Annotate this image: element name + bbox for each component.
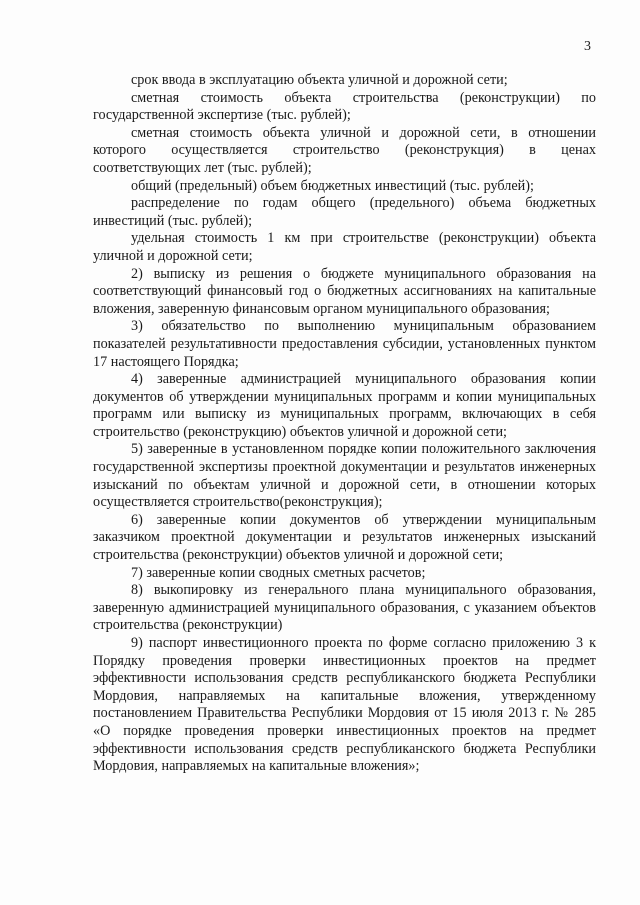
- paragraph: срок ввода в эксплуатацию объекта уличной и дорожной сети;: [131, 72, 508, 88]
- paragraph: сметная стоимость объекта уличной и дорожной сети, в отношении которого осуществляется строительство (реконструкция) в ценах соответствующих лет (тыс. рублей);: [93, 124, 596, 176]
- paragraph: 2) выписку из решения о бюджете муниципального образования на соответствующий финансовый год о бюджетных ассигнованиях на капитальные вложения, заверенную финансовым органом муниципального образования;: [93, 265, 596, 317]
- paragraph: сметная стоимость объекта строительства (реконструкции) по государственной экспертизе (тыс. рублей);: [93, 89, 596, 124]
- document-body: [93, 72, 596, 776]
- paragraph: 3) обязательство по выполнению муниципальным образованием показателей результативности предоставления субсидии, установленных пунктом 17 настоящего Порядка;: [93, 318, 596, 370]
- paragraph: удельная стоимость 1 км при строительстве (реконструкции) объекта уличной и дорожной сети;: [93, 230, 596, 264]
- paragraph: 5) заверенные в установленном порядке копии положительного заключения государственной экспертизы проектной документации и результатов инженерных изысканий по объектам уличной и дорожной сети, в отношении которых осуществляется строительство(реконструкция);: [93, 441, 596, 511]
- paragraph: 9) паспорт инвестиционного проекта по форме согласно приложению 3 к Порядку проведения проверки инвестиционных проектов на предмет эффективности использования средств республиканского бюджета Республики Мордовия, направляемых на капитальные вложения, утвержденному постановлением Правительства Республики Мордовия от 15 июля 2013 г. № 285 «О порядке проведения проверки инвестиционных проектов на предмет эффективности использования средств республиканского бюджета Республики Мордовия, направляемых на капитальные вложения»;: [93, 635, 596, 775]
- paragraph: распределение по годам общего (предельного) объема бюджетных инвестиций (тыс. рублей);: [93, 195, 596, 229]
- paragraph: 6) заверенные копии документов об утверждении муниципальным заказчиком проектной документации и результатов инженерных изысканий строительства (реконструкции) объектов уличной и дорожной сети;: [93, 511, 596, 564]
- paragraph: общий (предельный) объем бюджетных инвестиций (тыс. рублей);: [131, 177, 534, 194]
- paragraph: 4) заверенные администрацией муниципального образования копии документов об утверждении муниципальных программ и копии муниципальных программ или выписку из муниципальных программ, включающих в себя строительство (реконструкцию) объектов уличной и дорожной сети;: [93, 371, 596, 440]
- page-number: 3: [584, 39, 591, 54]
- paragraph: 7) заверенные копии сводных сметных расчетов;: [131, 564, 426, 581]
- paragraph: 8) выкопировку из генерального плана муниципального образования, заверенную администрацией муниципального образования, с указанием объектов строительства (реконструкции): [93, 582, 596, 634]
